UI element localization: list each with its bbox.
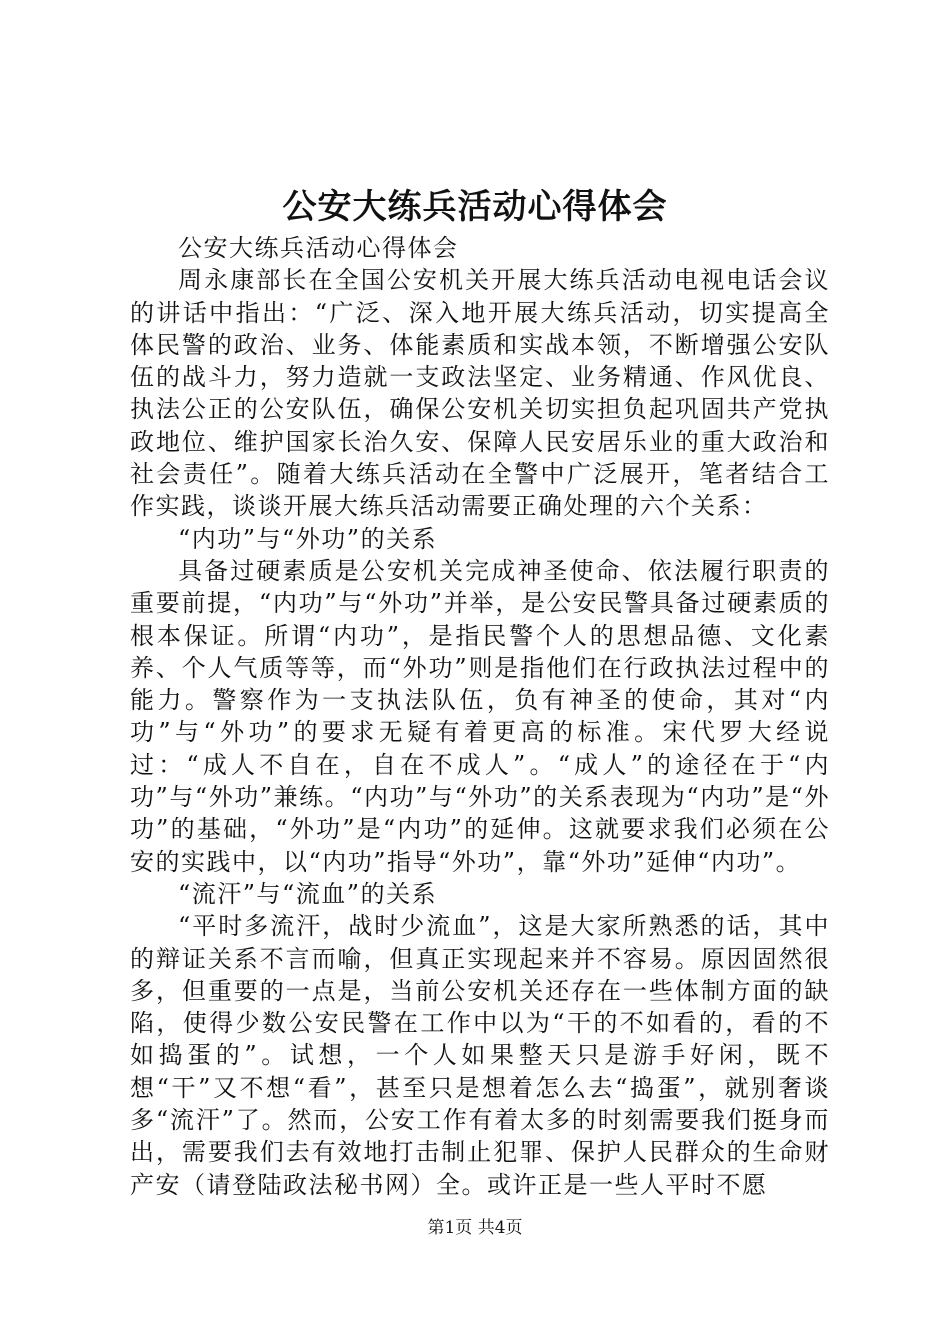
body-paragraph: 具备过硬素质是公安机关完成神圣使命、依法履行职责的重要前提，“内功”与“外功”并举，是公安民警具备过硬素质的根本保证。所谓“内功”，是指民警个人的思想品德、文化素养、个人气质等等，而“外功”则是指他们在行政执法过程中的能力。警察作为一支执法队伍，负有神圣的使命，其对“内功”与“外功”的要求无疑有着更高的标准。宋代罗大经说过：“成人不自在，自在不成人”。“成人”的途径在于“内功”与“外功”兼练。“内功”与“外功”的关系表现为“内功”是“外功”的基础，“外功”是“内功”的延伸。这就要求我们必须在公安的实践中，以“内功”指导“外功”，靠“外功”延伸“内功”。 [130, 556, 830, 876]
page-title: 公安大练兵活动心得体会 [282, 187, 668, 227]
subtitle-paragraph: 公安大练兵活动心得体会 [178, 234, 459, 262]
section-heading: “内功”与“外功”的关系 [178, 524, 438, 553]
document-body [130, 232, 830, 1201]
body-paragraph: 周永康部长在全国公安机关开展大练兵活动电视电话会议的讲话中指出：“广泛、深入地开展大练兵活动，切实提高全体民警的政治、业务、体能素质和实战本领，不断增强公安队伍的战斗力，努力造就一支政法坚定、业务精通、作风优良、执法公正的公安队伍，确保公安机关切实担负起巩固共产党执政地位、维护国家长治久安、保障人民安居乐业的重大政治和社会责任”。随着大练兵活动在全警中广泛展开，笔者结合工作实践，谈谈开展大练兵活动需要正确处理的六个关系： [130, 266, 830, 521]
body-paragraph: “平时多流汗，战时少流血”，这是大家所熟悉的话，其中的辩证关系不言而喻，但真正实现起来并不容易。原因固然很多，但重要的一点是，当前公安机关还存在一些体制方面的缺陷，使得少数公安民警在工作中以为“干的不如看的，看的不如捣蛋的”。试想，一个人如果整天只是游手好闲，既不想“干”又不想“看”，甚至只是想着怎么去“捣蛋”，就别奢谈多“流汗”了。然而，公安工作有着太多的时刻需要我们挺身而出，需要我们去有效地打击制止犯罪、保护人民群众的生命财产安（请登陆政法秘书网）全。或许正是一些人平时不愿 [130, 912, 830, 1199]
section-heading: “流汗”与“流血”的关系 [178, 879, 438, 908]
page-footer: 第1页 共4页 [427, 1218, 523, 1238]
